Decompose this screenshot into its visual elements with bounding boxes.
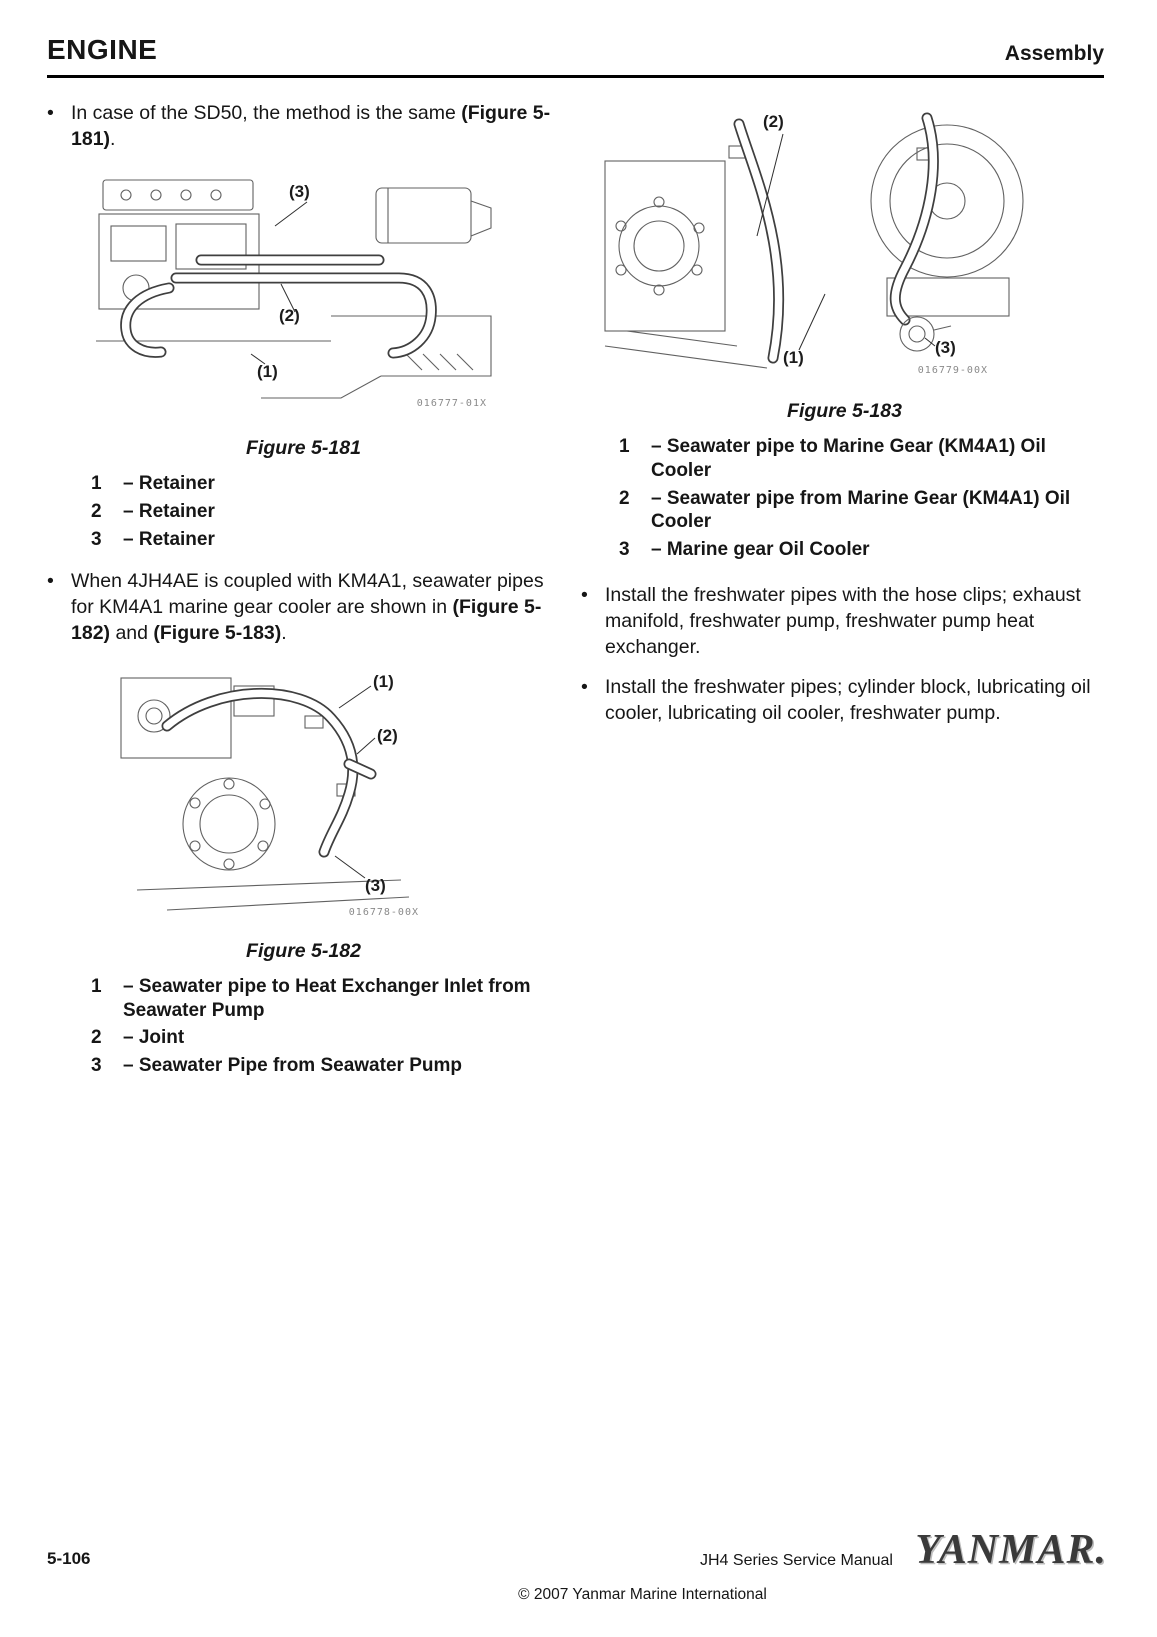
manual-title: JH4 Series Service Manual xyxy=(700,1552,893,1569)
page-title: ENGINE xyxy=(47,34,158,65)
bullet-text xyxy=(71,568,560,646)
bullet-text: Install the freshwater pipes with the hose clips; exhaust manifold, freshwater pump, freshwater pump heat exchanger. xyxy=(605,583,1081,658)
figure-5-181 xyxy=(81,166,501,421)
legend-label: – Retainer xyxy=(123,473,215,495)
callout-1: (1) xyxy=(257,362,278,382)
yanmar-logo: YANMAR. xyxy=(915,1527,1107,1573)
page-header xyxy=(47,34,1104,78)
legend-5-182 xyxy=(91,975,560,1078)
legend-label: – Seawater pipe to Heat Exchanger Inlet from Seawater Pump xyxy=(123,975,531,1021)
figure-image-code: 016778-00X xyxy=(348,906,419,918)
legend-5-181 xyxy=(91,472,560,551)
callout-1: (1) xyxy=(783,348,804,367)
callout-2: (2) xyxy=(377,725,398,745)
page-number: 5-106 xyxy=(47,1549,91,1568)
right-column xyxy=(581,100,1108,738)
bullet-marker: • xyxy=(581,583,588,606)
bullet-text xyxy=(71,100,560,152)
figure-ref: (Figure 5-182) xyxy=(71,595,542,644)
text-segment: and xyxy=(110,621,154,644)
legend-label: – Seawater pipe from Marine Gear (KM4A1) Oil Cooler xyxy=(651,487,1071,533)
figure-ref: (Figure 5-181) xyxy=(71,102,551,151)
callout-1: (1) xyxy=(373,671,394,691)
legend-num: 1 xyxy=(91,975,102,997)
bullet-item-km4a1 xyxy=(47,568,560,646)
legend-num: 3 xyxy=(619,539,630,560)
legend-item xyxy=(91,1054,560,1078)
figure-image-code: 016777-01X xyxy=(416,398,487,410)
legend-item xyxy=(91,472,560,496)
legend-num: 2 xyxy=(91,1027,102,1049)
seawater-pipes xyxy=(167,693,371,852)
figure-caption-5-183: Figure 5-183 xyxy=(787,400,902,422)
section-title: Assembly xyxy=(1004,42,1104,65)
bullet-item-sd50 xyxy=(47,100,560,152)
text-segment: . xyxy=(110,128,116,151)
legend-item xyxy=(91,975,560,1023)
legend-label: – Marine gear Oil Cooler xyxy=(651,539,870,560)
engine-block xyxy=(605,125,1023,368)
legend-num: 2 xyxy=(91,501,102,522)
figure-caption-5-182: Figure 5-182 xyxy=(246,939,361,962)
legend-item xyxy=(91,500,560,524)
callout-2: (2) xyxy=(763,112,784,131)
figure-caption-5-181: Figure 5-181 xyxy=(246,437,361,460)
copyright-notice: © 2007 Yanmar Marine International xyxy=(518,1586,767,1603)
engine-drawing-5-181 xyxy=(81,166,501,421)
legend-label: – Retainer xyxy=(123,501,215,522)
text-segment: When 4JH4AE is coupled with KM4A1, seawater pipes for KM4A1 marine gear cooler are shown in xyxy=(71,569,544,618)
callout-3: (3) xyxy=(289,182,310,202)
legend-label: – Retainer xyxy=(123,528,215,550)
bullet-marker: • xyxy=(581,676,588,699)
engine-drawing-5-183 xyxy=(587,106,1024,384)
legend-item xyxy=(91,1026,560,1050)
legend-label: – Seawater pipe to Marine Gear (KM4A1) Oil Cooler xyxy=(651,436,1046,481)
bullet-item-install-block xyxy=(581,674,1108,726)
callout-3: (3) xyxy=(365,875,386,895)
legend-label: – Seawater Pipe from Seawater Pump xyxy=(123,1055,462,1077)
text-segment: . xyxy=(281,621,287,644)
bullet-text: Install the freshwater pipes; cylinder block, lubricating oil cooler, lubricating oil cooler, freshwater pump. xyxy=(605,676,1091,725)
bullet-marker: • xyxy=(47,569,54,592)
legend-item xyxy=(619,435,1108,483)
callout-3: (3) xyxy=(935,338,956,357)
legend-num: 3 xyxy=(91,528,102,550)
legend-item xyxy=(619,487,1108,535)
text-segment: In case of the SD50, the method is the same xyxy=(71,102,462,124)
legend-num: 1 xyxy=(619,436,630,457)
figure-image-code: 016779-00X xyxy=(917,365,988,376)
bullet-item-install-clips xyxy=(581,582,1108,660)
legend-num: 1 xyxy=(91,473,102,495)
legend-item xyxy=(619,538,1108,562)
bullet-marker: • xyxy=(47,102,54,124)
legend-num: 2 xyxy=(619,487,630,509)
legend-item xyxy=(91,528,560,552)
legend-label: – Joint xyxy=(123,1027,185,1049)
callout-2: (2) xyxy=(279,306,300,326)
figure-5-182 xyxy=(109,666,429,924)
left-column xyxy=(47,100,560,1082)
figure-5-183 xyxy=(587,106,1024,384)
figure-ref: (Figure 5-183) xyxy=(153,621,282,644)
legend-5-183 xyxy=(619,435,1108,562)
legend-num: 3 xyxy=(91,1055,102,1077)
